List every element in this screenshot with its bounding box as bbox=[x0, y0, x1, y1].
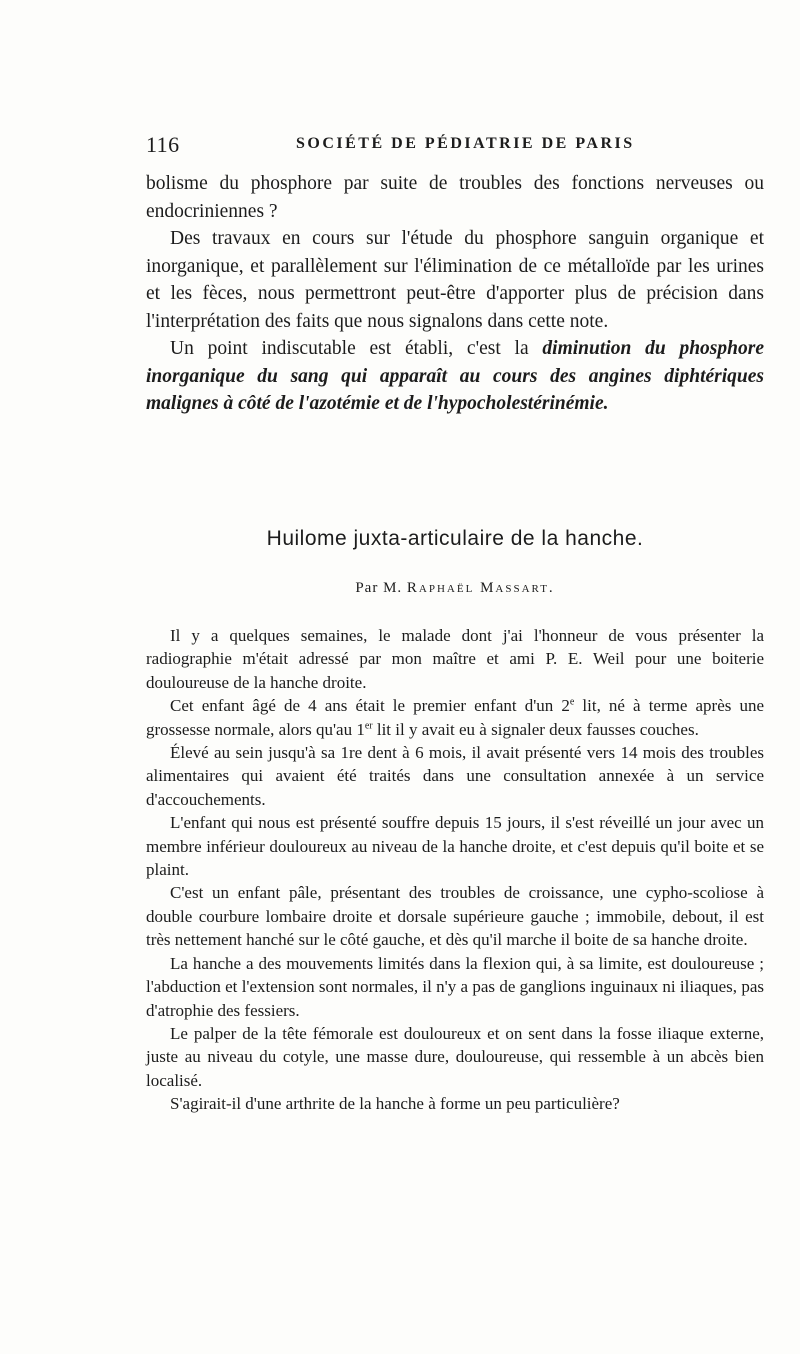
article-paragraph-2 bbox=[146, 694, 764, 741]
article-paragraph-1: Il y a quelques semaines, le malade dont j'ai l'honneur de vous présenter la radiographie m'était adressé par mon maître et ami P. E. Weil pour une boiterie douloureuse de la hanche droite. bbox=[146, 626, 764, 692]
page-number: 116 bbox=[146, 132, 180, 157]
running-head: SOCIÉTÉ DE PÉDIATRIE DE PARIS bbox=[296, 135, 635, 152]
p2-sup1: e bbox=[569, 696, 575, 708]
intro-paragraph-3-text: Un point indiscutable est établi, c'est la bbox=[170, 338, 543, 359]
article-paragraph-4: L'enfant qui nous est présenté souffre depuis 15 jours, il s'est réveillé un jour avec un membre inférieur douloureux au niveau de la hanche droite, et c'est depuis qu'il boite et se plaint. bbox=[146, 813, 764, 880]
p2-sup1-base: 2 bbox=[561, 696, 570, 716]
article-paragraph-8: S'agirait-il d'une arthrite de la hanche à forme un peu particulière? bbox=[170, 1094, 620, 1114]
article-paragraph-6: La hanche a des mouvements limités dans la flexion qui, à sa limite, est douloureuse ; l'abduction et l'extension sont normales, il n'y a pas de ganglions inguinaux ni iliaques, pas d'atrophie des fessiers. bbox=[146, 953, 764, 1020]
article-paragraph-5: C'est un enfant pâle, présentant des troubles de croissance, une cypho-scoliose à double courbure lombaire droite et dorsale supérieure gauche ; immobile, debout, il est très nettement hanché sur le côté gauche, et dès qu'il marche il boite de sa hanche droite. bbox=[146, 883, 764, 950]
intro-paragraph-2: Des travaux en cours sur l'étude du phosphore sanguin organique et inorganique, et parallèlement sur l'élimination de ce métalloïde par les urines et les fèces, nous permettront peut-être d'apporter plus de précision dans l'interprétation des faits que nous signalons dans cette note. bbox=[146, 228, 764, 332]
article-paragraph-3: Élevé au sein jusqu'à sa 1re dent à 6 mois, il avait présenté vers 14 mois des troubles alimentaires qui avaient été traités dans une consultation annexée à un service d'accouchements. bbox=[146, 743, 764, 809]
intro-paragraph-3 bbox=[146, 335, 764, 418]
article-paragraph-7: Le palper de la tête fémorale est douloureux et on sent dans la fosse iliaque externe, juste au niveau du cotyle, une masse dure, douloureuse, qui ressemble à un abcès bien localisé. bbox=[146, 1023, 764, 1090]
intro-text bbox=[146, 170, 764, 418]
p2-sup2-base: 1 bbox=[356, 719, 365, 739]
p2-part-c: lit il y avait eu à signaler deux fausses couches. bbox=[372, 719, 699, 739]
byline-author: Raphaël Massart. bbox=[406, 580, 555, 596]
article-title: Huilome juxta-articulaire de la hanche. bbox=[266, 527, 644, 550]
intro-paragraph-1: bolisme du phosphore par suite de troubles des fonctions nerveuses ou endocriniennes ? bbox=[146, 173, 764, 222]
article-body bbox=[146, 624, 764, 1116]
p2-part-b: lit, né à terme après une grossesse normale, alors qu'au bbox=[146, 696, 765, 739]
byline-prefix: Par M. bbox=[355, 580, 407, 596]
article-byline bbox=[146, 580, 764, 597]
page-header bbox=[146, 130, 764, 160]
p2-part-a: Cet enfant âgé de 4 ans était le premier enfant d'un bbox=[170, 696, 562, 716]
intro-paragraph-3-italic: diminution du phosphore inorganique du sang qui apparaît au cours des angines diphtériques malignes à côté de l'azotémie et de l'hypocholestérinémie. bbox=[146, 338, 764, 414]
p2-sup2: er bbox=[364, 719, 373, 731]
